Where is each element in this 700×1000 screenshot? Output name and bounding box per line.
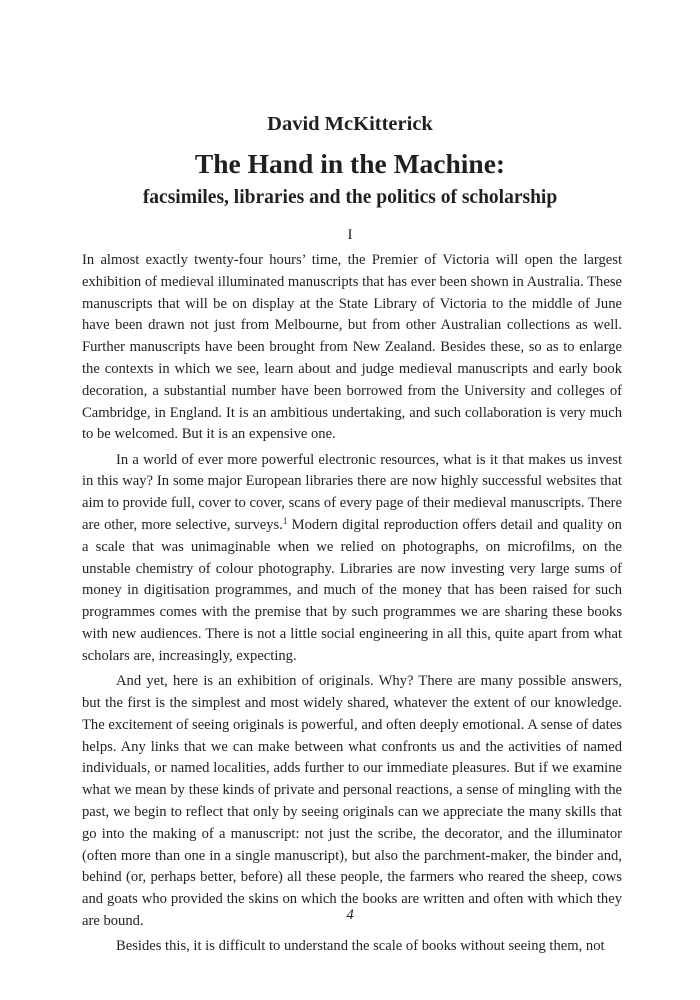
paragraph-2-text-after-note: Modern digital reproduction offers detail and quality on a scale that was unimaginable when we relied on photographs, on microfilms, on the unstable chemistry of colour photography. Libraries are now investing very large sums of money in digitisation programmes, and much of the money that has been raised for such programmes comes with the premise that by such programmes we are sharing these books with new audiences. There is not a little social engineering in all this, quite apart from what scholars are, increasingly, expecting. xyxy=(82,517,622,664)
author-name: David McKitterick xyxy=(267,113,433,135)
section-number: I xyxy=(347,227,353,243)
article-title: The Hand in the Machine: xyxy=(194,148,506,179)
paragraph-1: In almost exactly twenty-four hours’ time, the Premier of Victoria will open the largest exhibition of medieval illuminated manuscripts that has ever been shown in Australia. These manuscripts that will be on display at the State Library of Victoria to the middle of June have been drawn not just from Melbourne, but from other Australian collections as well. Further manuscripts have been brought from New Zealand. Besides these, so as to enlarge the contexts in which we see, learn about and judge medieval manuscripts and early book decoration, a substantial number have been borrowed from the University and colleges of Cambridge, in England. It is an ambitious undertaking, and such collaboration is very much to be welcomed. But it is an expensive one. xyxy=(82,252,622,443)
article-subtitle: facsimiles, libraries and the politics of scholarship xyxy=(142,187,558,208)
footnote-marker[interactable]: 1 xyxy=(282,516,288,527)
paragraph-2 xyxy=(82,450,622,668)
body-text xyxy=(82,250,622,962)
paragraph-2-text-before-note: In a world of ever more powerful electronic resources, what is it that makes us invest in this way? In some major European libraries there are now highly successful websites that aim to provide full, cover to cover, scans of every page of their medieval manuscripts. There are other, more selective, surveys. xyxy=(82,451,622,534)
paragraph-3: And yet, here is an exhibition of originals. Why? There are many possible answers, but the first is the simplest and most widely shared, whatever the extent of our knowledge. The excitement of seeing originals is powerful, and often deeply emotional. A sense of dates helps. Any links that we can make between what confronts us and the activities of named individuals, or named localities, adds further to our immediate pleasures. But if we examine what we mean by these kinds of private and personal reactions, a sense of mingling with the past, we begin to reflect that only by seeing originals can we appreciate the many skills that go into the making of a manuscript: not just the scribe, the decorator, and the illuminator (often more than one in a single manuscript), but also the parchment-maker, the binder and, behind (or, perhaps better, before) all these people, the farmers who reared the sheep, cows and goats who provided the skins on which the books are written and often with which they are bound. xyxy=(82,673,622,929)
page-number: 4 xyxy=(346,907,354,923)
paragraph-4: Besides this, it is difficult to understand the scale of books without seeing them, not xyxy=(116,938,605,955)
